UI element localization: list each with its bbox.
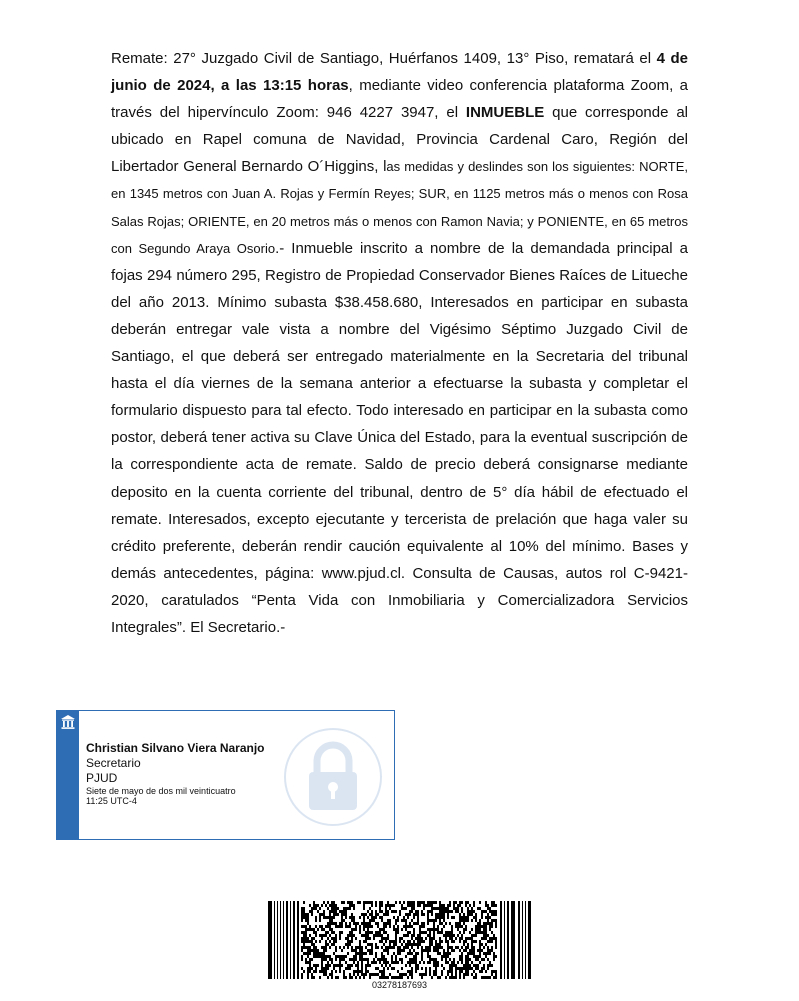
signature-details	[86, 741, 265, 806]
notice-text-2: , mediante video conferencia plataforma Zoom, a través del hipervínculo Zoom: 946 4227 3947, el	[111, 77, 689, 122]
signature-side-bar	[57, 711, 79, 839]
signature-time: 11:25 UTC-4	[86, 796, 137, 806]
institution-icon	[60, 714, 76, 730]
lock-icon	[283, 727, 383, 827]
notice-text-3: que corresponde al ubicado en Rapel comuna de Navidad, Provincia Cardenal Caro, Región del Libertador General Bernardo O´Higgins, l	[111, 104, 688, 176]
electronic-signature-box	[56, 710, 395, 840]
auction-date: 4 de junio de 2024, a las 13:15 horas	[111, 50, 688, 95]
notice-text-4: .- Inmueble inscrito a nombre de la demandada principal a fojas 294 número 295, Registro de Propiedad Conservador Bienes Raíces de Litueche del año 2013. Mínimo subasta $38.458.680, Interesados en participar en subasta deberán entregar vale vista a nombre del Vigésimo Séptimo Juzgado Civil de Santiago, el que deberá ser entregado materialmente en la Secretaria del tribunal hasta el día viernes de la semana anterior a efectuarse la subasta y completar el formulario dispuesto para tal efecto. Todo interesado en participar en la subasta como postor, deberá tener activa su Clave Única del Estado, para la eventual suscripción de la correspondiente acta de remate. Saldo de precio deberá consignarse mediante deposito en la cuenta corriente del tribunal, dentro de 5° día hábil de efectuado el remate. Interesados, excepto ejecutante y tercerista de prelación que haga valer su crédito preferente, deberán rendir caución equivalente al 10% del mínimo. Bases y demás antecedentes, página: www.pjud.cl. Consulta de Causas, autos rol C-9421-2020, caratulados “Penta Vida con Inmobiliaria y Comercializadora Servicios Integrales”. El Secretario.-	[111, 239, 688, 636]
signer-role: Secretario	[86, 756, 141, 770]
pdf417-barcode	[268, 901, 531, 979]
auction-notice	[111, 45, 688, 641]
signer-organization: PJUD	[86, 771, 118, 785]
signature-date: Siete de mayo de dos mil veinticuatro	[86, 786, 236, 796]
signer-name: Christian Silvano Viera Naranjo	[86, 741, 265, 755]
notice-boundaries: as medidas y deslindes son los siguientes: NORTE, en 1345 metros con Juan A. Rojas y Fermín Reyes; SUR, en 1125 metros más o menos con Rosa Salas Rojas; ORIENTE, en 20 metros más o menos con Ramon Navia; y PONIENTE, en 65 metros con Segundo Araya Osorio	[111, 159, 688, 256]
notice-text-1: Remate: 27° Juzgado Civil de Santiago, Huérfanos 1409, 13° Piso, rematará el	[111, 50, 657, 67]
barcode-number: 03278187693	[371, 980, 428, 990]
property-label: INMUEBLE	[465, 104, 545, 122]
